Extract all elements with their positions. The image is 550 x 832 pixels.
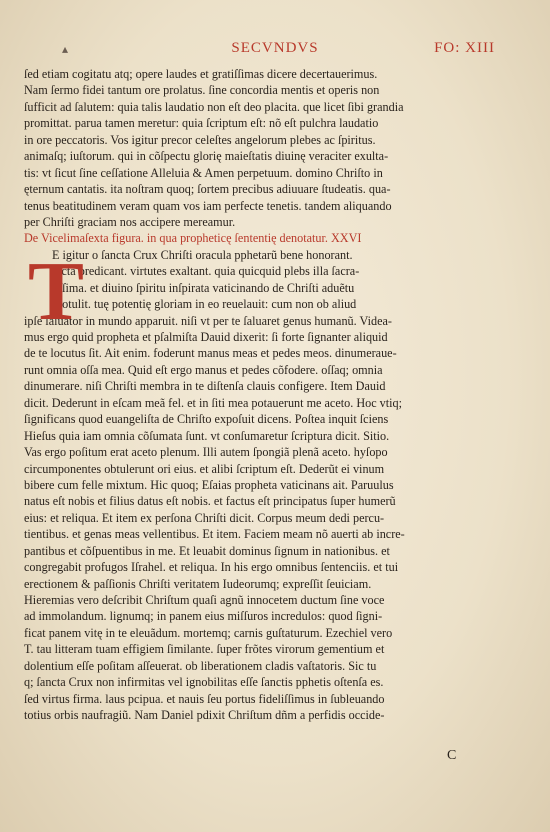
text-line: eius: et reliqua. Et item ex perſona Chriſti dicit. Corpus meum dedi percu- bbox=[24, 510, 385, 525]
text-line: Hieremias vero deſcribit Chriſtum quaſi agnũ innocetem ductum ſine voce bbox=[24, 593, 385, 607]
text-line: animaſq; iuſtorum. qui in cõſpectu glorię maieſtatis diuinę veraciter exulta- bbox=[24, 149, 389, 164]
text-line: circumponentes obtulerunt ori eius. et alibi ſcriptum eſt. Dederũt ei vinum bbox=[24, 461, 385, 476]
text-line: erectionem & paſſionis Chriſti veritatem Iudeorumq; expreſſit ſeuiciam. bbox=[24, 576, 372, 591]
text-line: T. tau litteram tuam effigiem ſimilante. ſuper frõtes virorum gementium et bbox=[24, 642, 385, 657]
text-line: dolentium eſſe poſitam aſſeuerat. ob liberationem cladis vaſtatoris. Sic tu bbox=[24, 658, 377, 673]
text-line: congregabit profugos Iſrahel. et reliqua. In his ergo omnibus ſentenciis. et tui bbox=[24, 560, 399, 575]
text-line: tiſſima. et diuino ſpiritu inſpirata vaticinando de Chriſti aduẽtu bbox=[52, 280, 355, 295]
text-line: protulit. tuę potentię gloriam in eo reuelauit: cum non ob aliud bbox=[52, 297, 357, 312]
text-line: de te locutus ſit. Ait enim. foderunt manus meas et pedes meos. dinumeraue- bbox=[24, 346, 397, 361]
text-line: q; ſancta Crux non infirmitas vel ignobilitas eſſe ſanctis pphetis oſtenſa es. bbox=[24, 675, 384, 690]
text-line: totius orbis naufragiũ. Nam Daniel pdixit Chriſtum dñm a perfidis occide- bbox=[24, 708, 385, 723]
text-line: per Chriſti graciam nos accipere mereamur. bbox=[24, 214, 236, 229]
text-line: ſed etiam cogitatu atq; opere laudes et gratiſſimas dicere decertauerimus. bbox=[24, 67, 378, 81]
text-line: in ore peccatoris. Vos igitur precor celeſtes angelorum plebes ac ſpiritus. bbox=[24, 132, 376, 147]
text-line: tis: vt ſicut ſine ceſſatione Alleluia & Amen perpetuum. domino Chriſto in bbox=[24, 165, 383, 180]
text-line: E igitur o ſancta Crux Chriſti oracula pphetarũ bene honorant. bbox=[52, 247, 353, 262]
text-line: Hieſus quia iam omnia cõſumata ſunt. vt conſumaretur ſcriptura dicit. Sitio. bbox=[24, 428, 390, 443]
text-line: Vas ergo poſitum erat aceto plenum. Illi autem ſpongiã plenã aceto. hyſopo bbox=[24, 445, 388, 460]
text-line: tenus beatitudinem veram quam vos iam perfecte tenetis. tandem aliquando bbox=[24, 198, 392, 213]
text-line: promittat. parua tamen meretur: quia ſcriptum eſt: nõ eſt pulchra laudatio bbox=[24, 116, 379, 131]
text-line: ipſe ſaluator in mundo apparuit. niſi vt per te ſaluaret genus humanũ. Videa- bbox=[24, 313, 392, 328]
running-title: SECVNDVS bbox=[231, 40, 319, 56]
page-header bbox=[0, 40, 550, 62]
text-line: ſufficit ad ſalutem: quia talis laudatio non eſt deo placita. que licet ſibi grandia bbox=[24, 99, 404, 114]
text-line: ſed virtus firma. laus pcipua. et nauis ſeu portus fideliſſimus in ſubleuando bbox=[24, 691, 385, 706]
decorated-initial: T bbox=[28, 245, 85, 338]
text-line: ęternum cantatis. ita noſtram quoq; ſortem precibus adiuuare ſtudeatis. qua- bbox=[24, 182, 391, 197]
text-line: dicit. Dederunt in eſcam meã fel. et in ſiti mea potauerunt me aceto. Hoc vtiq; bbox=[24, 395, 403, 410]
text-line: dinumerare. niſi Chriſti membra in te diſtenſa clauis configere. Item Dauid bbox=[24, 379, 386, 394]
folio-number: FO: XIII bbox=[434, 40, 495, 56]
text-line: tientibus. et genas meas vellentibus. Et item. Faciem meam nõ auerti ab incre- bbox=[24, 527, 405, 542]
text-line: ficat panem vitę in te eleuãdum. mortemq; carnis guſtaturum. Ezechiel vero bbox=[24, 625, 393, 640]
text-line: pantibus et cõſpuentibus in me. Et leuabit dominus ſignum in nationibus. et bbox=[24, 543, 390, 558]
text-line: Nam ſermo fidei tantum ore prolatus. ſine concordia mentis et operis non bbox=[24, 83, 380, 98]
main-text-block bbox=[24, 66, 472, 724]
text-line: ad immolandum. lignumq; in panem eius miſſuros incredulos: quod ſigni- bbox=[24, 609, 383, 624]
text-line: bibere cum felle mixtum. Hic quoq; Eſaias propheta vaticinans ait. Paruulus bbox=[24, 477, 394, 492]
text-line: runt omnia oſſa mea. Quid eſt ergo manus et pedes cõfodere. oſſaq; omnia bbox=[24, 362, 383, 377]
text-line: ſignificans quod euangeliſta de Chriſto expoſuit dicens. Poſtea inquit ſciens bbox=[24, 412, 389, 427]
text-line: facta predicant. virtutes exaltant. quia quicquid plebs illa ſacra- bbox=[52, 264, 360, 279]
catchword: C bbox=[447, 748, 457, 763]
chapter-rubric: De Vicelimaſexta figura. in qua propheticę ſententię denotatur. XXVI bbox=[24, 231, 362, 246]
text-line: natus eſt nobis et filius datus eſt nobis. et factus eſt principatus ſuper humerũ bbox=[24, 494, 396, 509]
ornament-mark: ▴ bbox=[62, 42, 69, 56]
text-line: mus ergo quid propheta et pſalmiſta Dauid dixerit: ſi forte ſignanter aliquid bbox=[24, 330, 388, 344]
